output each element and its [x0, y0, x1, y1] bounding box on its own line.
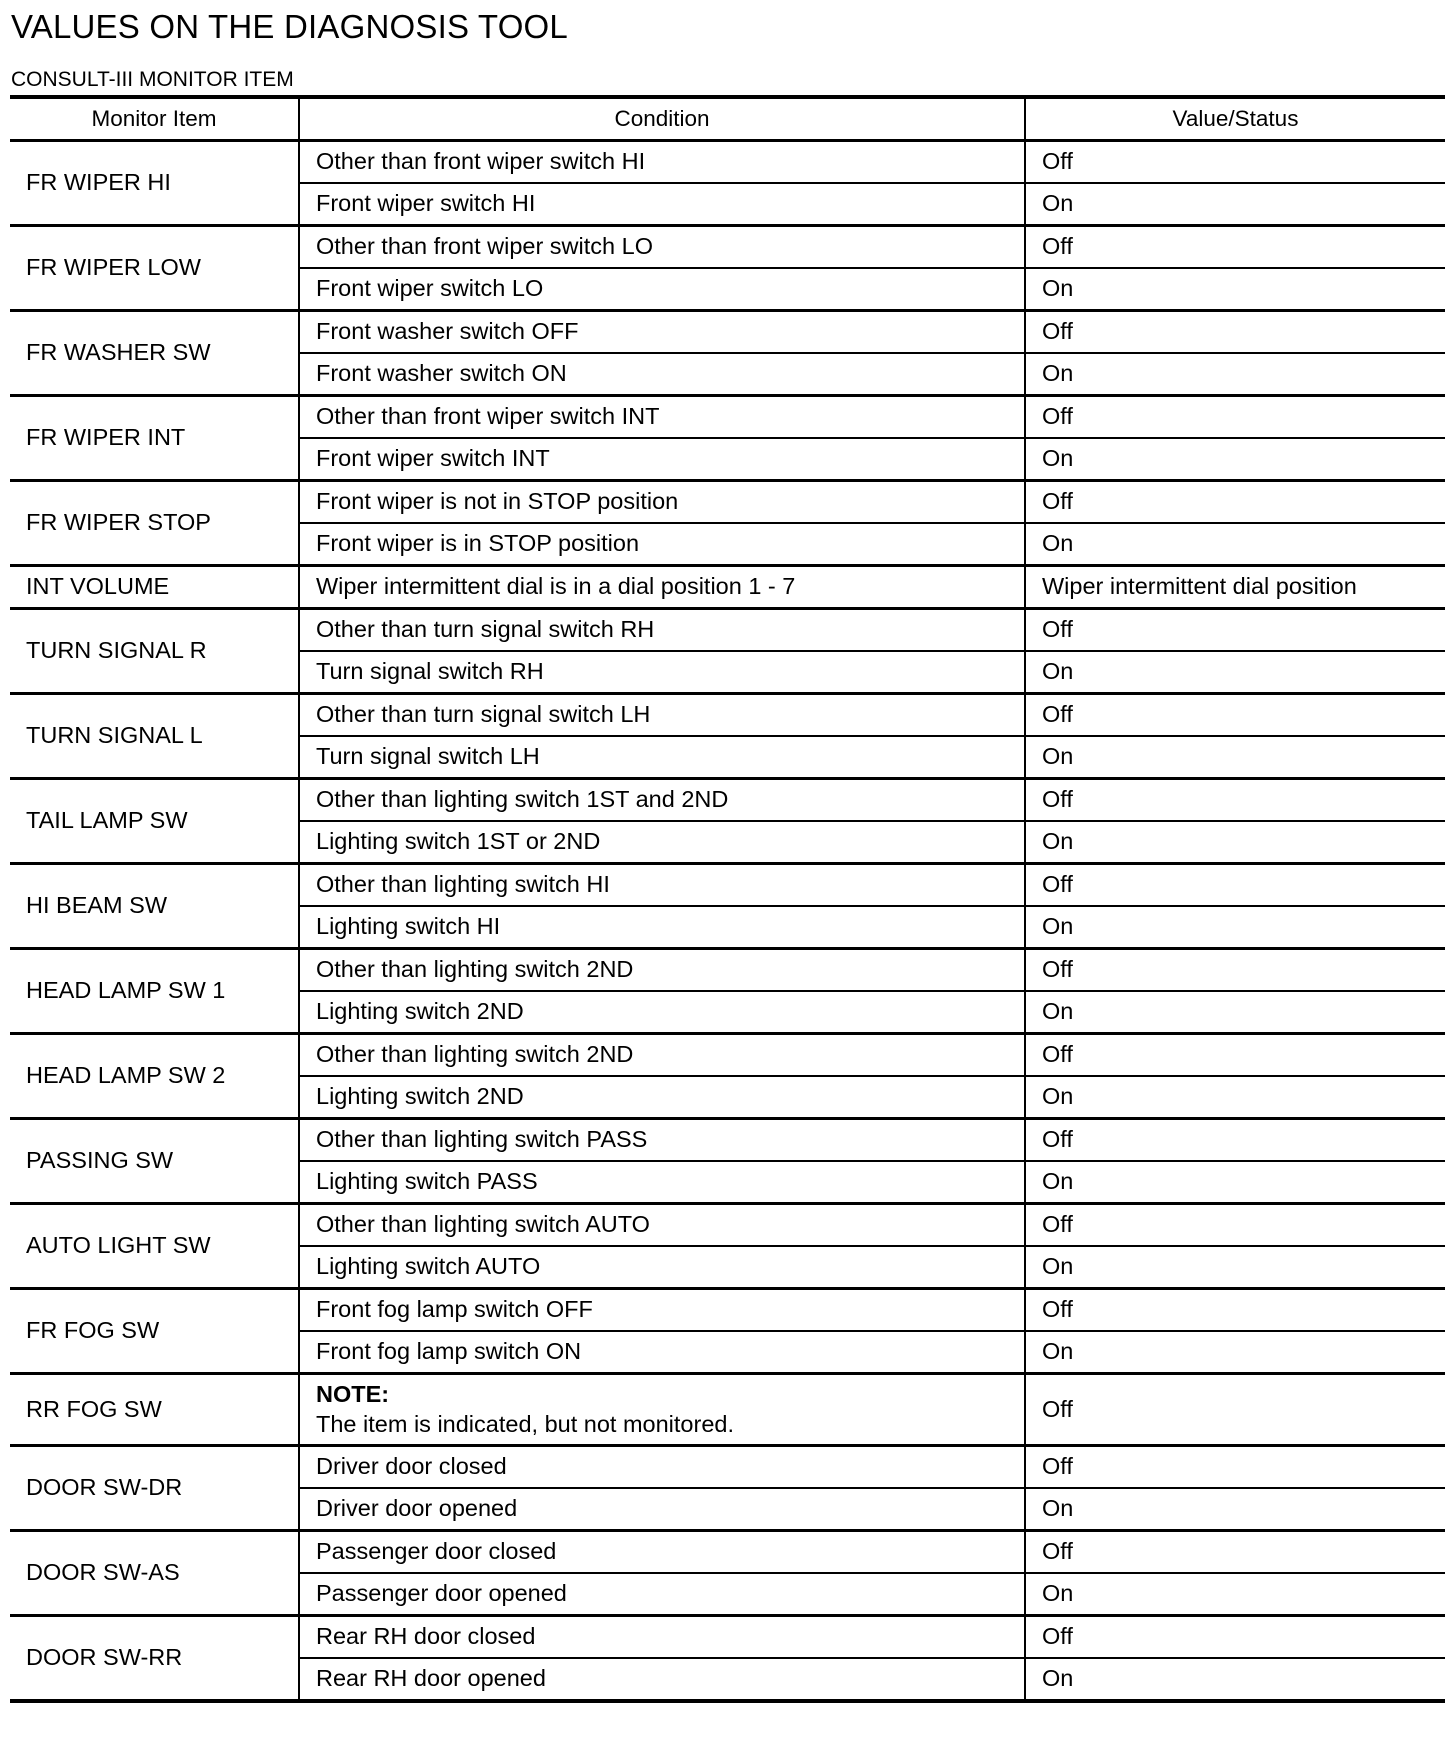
monitor-item-cell: TURN SIGNAL R	[10, 609, 299, 694]
header-monitor-item: Monitor Item	[10, 97, 299, 141]
monitor-item-cell: RR FOG SW	[10, 1374, 299, 1446]
condition-cell: Front wiper switch LO	[299, 268, 1025, 311]
value-status-cell: Off	[1025, 694, 1445, 737]
condition-cell: Lighting switch AUTO	[299, 1246, 1025, 1289]
value-status-cell: On	[1025, 651, 1445, 694]
condition-cell: Front fog lamp switch OFF	[299, 1289, 1025, 1332]
value-status-cell: On	[1025, 821, 1445, 864]
condition-cell: Front fog lamp switch ON	[299, 1331, 1025, 1374]
condition-cell: Other than front wiper switch LO	[299, 226, 1025, 269]
monitor-item-cell: FR WASHER SW	[10, 311, 299, 396]
table-row	[10, 1034, 1445, 1077]
value-status-cell: On	[1025, 268, 1445, 311]
value-status-cell: Off	[1025, 481, 1445, 524]
condition-cell: Rear RH door opened	[299, 1658, 1025, 1701]
table-body	[10, 141, 1445, 1702]
value-status-cell: Off	[1025, 311, 1445, 354]
value-status-cell: Off	[1025, 1531, 1445, 1574]
table-row	[10, 566, 1445, 609]
condition-cell: Driver door opened	[299, 1488, 1025, 1531]
value-status-cell: On	[1025, 906, 1445, 949]
table-row	[10, 1374, 1445, 1446]
monitor-item-cell: TAIL LAMP SW	[10, 779, 299, 864]
condition-cell: Front wiper is in STOP position	[299, 523, 1025, 566]
condition-cell: Lighting switch PASS	[299, 1161, 1025, 1204]
monitor-item-cell: FR FOG SW	[10, 1289, 299, 1374]
table-row	[10, 226, 1445, 269]
table-row	[10, 1616, 1445, 1659]
condition-cell: Other than front wiper switch INT	[299, 396, 1025, 439]
monitor-item-cell: HEAD LAMP SW 1	[10, 949, 299, 1034]
value-status-cell: On	[1025, 523, 1445, 566]
table-row	[10, 609, 1445, 652]
condition-cell: Other than lighting switch 2ND	[299, 949, 1025, 992]
condition-cell: Lighting switch 2ND	[299, 991, 1025, 1034]
value-status-cell: On	[1025, 1658, 1445, 1701]
header-value-status: Value/Status	[1025, 97, 1445, 141]
value-status-cell: Off	[1025, 1289, 1445, 1332]
value-status-cell: Off	[1025, 1616, 1445, 1659]
value-status-cell: On	[1025, 183, 1445, 226]
table-header	[10, 97, 1445, 141]
condition-cell: Front wiper is not in STOP position	[299, 481, 1025, 524]
condition-cell: Other than turn signal switch LH	[299, 694, 1025, 737]
value-status-cell: Off	[1025, 1034, 1445, 1077]
monitor-item-cell: DOOR SW-AS	[10, 1531, 299, 1616]
header-row	[10, 97, 1445, 141]
condition-cell: Other than turn signal switch RH	[299, 609, 1025, 652]
condition-note-cell	[299, 1374, 1025, 1446]
value-status-cell: Wiper intermittent dial position	[1025, 566, 1445, 609]
table-row	[10, 1446, 1445, 1489]
value-status-cell: Off	[1025, 226, 1445, 269]
note-heading: NOTE:	[316, 1380, 390, 1407]
monitor-item-cell: AUTO LIGHT SW	[10, 1204, 299, 1289]
monitor-item-cell: HI BEAM SW	[10, 864, 299, 949]
value-status-cell: On	[1025, 1573, 1445, 1616]
value-status-cell: Off	[1025, 779, 1445, 822]
table-row	[10, 1289, 1445, 1332]
table-row	[10, 779, 1445, 822]
condition-cell: Front washer switch ON	[299, 353, 1025, 396]
value-status-cell: On	[1025, 1331, 1445, 1374]
table-row	[10, 311, 1445, 354]
value-status-cell: Off	[1025, 1374, 1445, 1446]
table-row	[10, 949, 1445, 992]
condition-cell: Passenger door opened	[299, 1573, 1025, 1616]
value-status-cell: Off	[1025, 396, 1445, 439]
monitor-item-cell: FR WIPER LOW	[10, 226, 299, 311]
monitor-item-cell: TURN SIGNAL L	[10, 694, 299, 779]
value-status-cell: Off	[1025, 1446, 1445, 1489]
value-status-cell: Off	[1025, 1204, 1445, 1247]
condition-cell: Front washer switch OFF	[299, 311, 1025, 354]
monitor-item-cell: DOOR SW-RR	[10, 1616, 299, 1702]
value-status-cell: On	[1025, 1076, 1445, 1119]
monitor-item-cell: INT VOLUME	[10, 566, 299, 609]
condition-cell: Front wiper switch INT	[299, 438, 1025, 481]
condition-cell: Other than lighting switch 1ST and 2ND	[299, 779, 1025, 822]
value-status-cell: Off	[1025, 949, 1445, 992]
condition-cell: Passenger door closed	[299, 1531, 1025, 1574]
monitor-item-cell: HEAD LAMP SW 2	[10, 1034, 299, 1119]
table-row	[10, 1119, 1445, 1162]
value-status-cell: On	[1025, 736, 1445, 779]
condition-cell: Other than lighting switch AUTO	[299, 1204, 1025, 1247]
condition-cell: Lighting switch HI	[299, 906, 1025, 949]
value-status-cell: On	[1025, 1161, 1445, 1204]
value-status-cell: Off	[1025, 1119, 1445, 1162]
value-status-cell: On	[1025, 438, 1445, 481]
value-status-cell: Off	[1025, 864, 1445, 907]
section-subtitle: CONSULT-III MONITOR ITEM	[11, 68, 294, 91]
table-row	[10, 1531, 1445, 1574]
table-row	[10, 141, 1445, 184]
table-row	[10, 481, 1445, 524]
table-row	[10, 694, 1445, 737]
condition-cell: Other than front wiper switch HI	[299, 141, 1025, 184]
table-row	[10, 864, 1445, 907]
condition-cell: Lighting switch 1ST or 2ND	[299, 821, 1025, 864]
value-status-cell: On	[1025, 991, 1445, 1034]
condition-cell: Turn signal switch RH	[299, 651, 1025, 694]
table-row	[10, 1204, 1445, 1247]
condition-cell: Wiper intermittent dial is in a dial position 1 - 7	[299, 566, 1025, 609]
condition-cell: Driver door closed	[299, 1446, 1025, 1489]
value-status-cell: On	[1025, 1488, 1445, 1531]
table-row	[10, 396, 1445, 439]
value-status-cell: On	[1025, 353, 1445, 396]
monitor-item-cell: FR WIPER STOP	[10, 481, 299, 566]
monitor-item-cell: FR WIPER INT	[10, 396, 299, 481]
page-title: VALUES ON THE DIAGNOSIS TOOL	[11, 8, 568, 45]
condition-cell: Other than lighting switch PASS	[299, 1119, 1025, 1162]
condition-cell: Other than lighting switch 2ND	[299, 1034, 1025, 1077]
monitor-item-cell: PASSING SW	[10, 1119, 299, 1204]
value-status-cell: On	[1025, 1246, 1445, 1289]
condition-cell: Lighting switch 2ND	[299, 1076, 1025, 1119]
value-status-cell: Off	[1025, 141, 1445, 184]
header-condition: Condition	[299, 97, 1025, 141]
condition-cell: Turn signal switch LH	[299, 736, 1025, 779]
condition-cell: Front wiper switch HI	[299, 183, 1025, 226]
monitor-item-cell: DOOR SW-DR	[10, 1446, 299, 1531]
condition-cell: Other than lighting switch HI	[299, 864, 1025, 907]
monitor-item-cell: FR WIPER HI	[10, 141, 299, 226]
note-text: The item is indicated, but not monitored.	[316, 1410, 734, 1437]
monitor-item-table	[10, 95, 1445, 1703]
value-status-cell: Off	[1025, 609, 1445, 652]
condition-cell: Rear RH door closed	[299, 1616, 1025, 1659]
